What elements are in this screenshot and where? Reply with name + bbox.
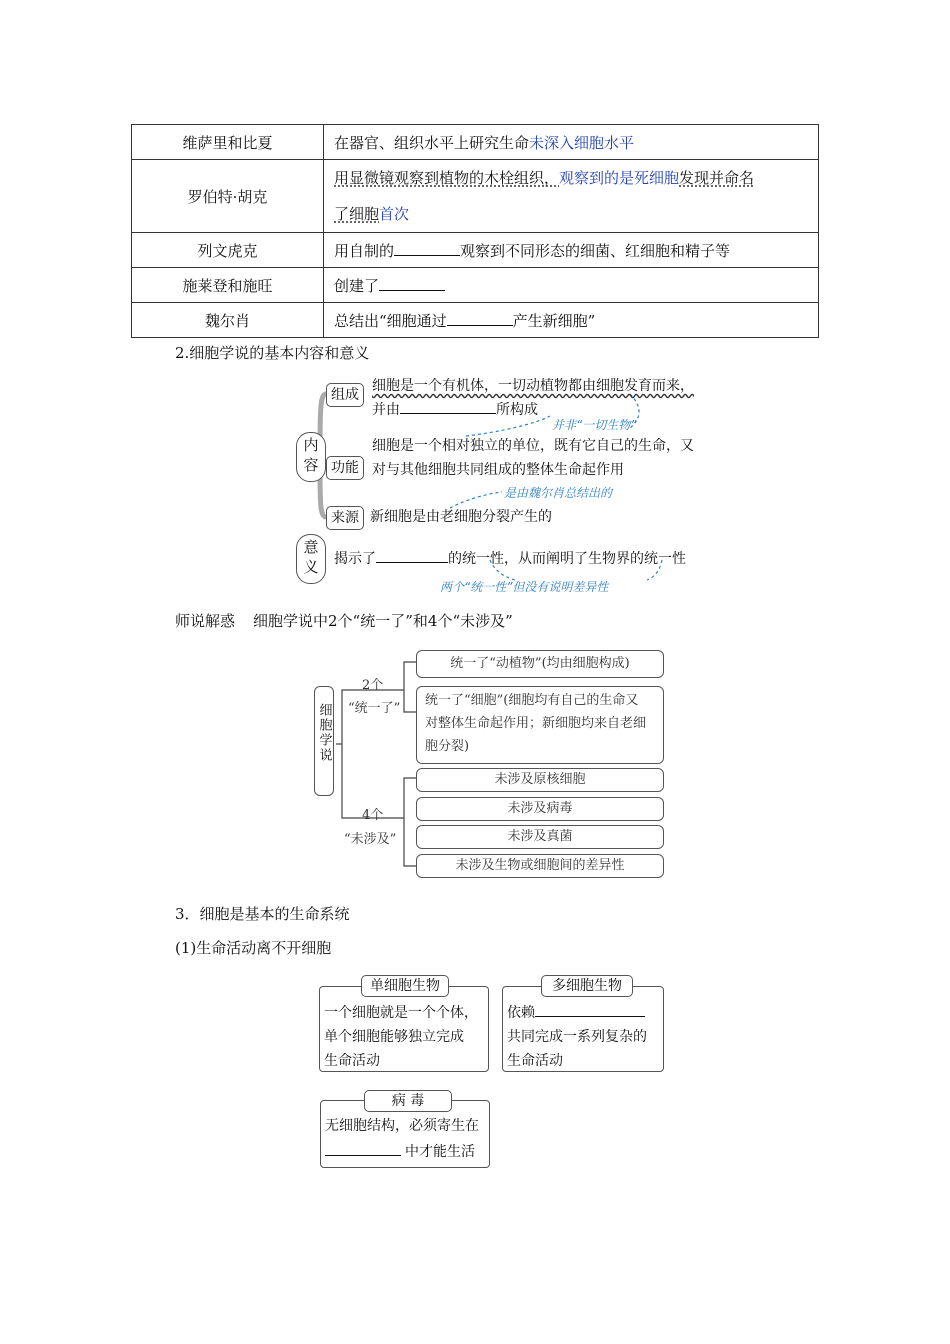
fill-blank[interactable] (535, 1002, 645, 1017)
branch-count: 4个 (362, 808, 384, 823)
not-covered-item: 未涉及原核细胞 (416, 768, 664, 792)
cell-theory-content-diagram (290, 372, 710, 598)
composition-line-2: 并由 所构成 (372, 399, 538, 420)
handwritten-note: 并非“一切生物” (552, 418, 637, 432)
composition-line-1: 细胞是一个有机体，一切动植物都由细胞发育而来， (372, 378, 694, 394)
unicellular-box (319, 986, 489, 1072)
unicellular-text: 一个细胞就是一个个体， 单个细胞能够独立完成 生命活动 (324, 1005, 478, 1069)
fill-blank[interactable] (400, 399, 496, 414)
contribution: 用显微镜观察到植物的木栓组织，观察到的是死细胞发现并命名 了细胞首次 (324, 160, 819, 233)
unified-item: 统一了“动植物”(均由细胞构成) (416, 650, 664, 678)
teacher-note: 师说解惑 细胞学说中2个“统一了”和4个“未涉及” (175, 612, 513, 630)
multicellular-text: 依赖 共同完成一系列复杂的 生命活动 (507, 1001, 647, 1073)
subsection-heading: (1)生命活动离不开细胞 (175, 939, 332, 957)
virus-title: 病 毒 (364, 1090, 452, 1112)
scientist-name: 罗伯特·胡克 (132, 160, 324, 233)
scientist-name: 维萨里和比夏 (132, 125, 324, 160)
handwritten-note: 两个“统一性”但没有说明差异性 (440, 580, 609, 594)
unicellular-title: 单细胞生物 (361, 975, 449, 997)
scientist-name: 施莱登和施旺 (132, 268, 324, 303)
function-tag: 功能 (326, 456, 364, 480)
branch-count: 2个 (362, 678, 384, 693)
unified-item: 统一了“细胞”(细胞均有自己的生命又 对整体生命起作用；新细胞均来自老细 胞分裂) (416, 686, 664, 764)
fill-blank[interactable] (394, 241, 460, 256)
contribution: 总结出“细胞通过 产生新细胞” (324, 303, 819, 338)
branch-label: “统一了” (348, 701, 401, 716)
content-node: 内 容 (296, 432, 326, 482)
not-covered-item: 未涉及真菌 (416, 825, 664, 849)
scientists-table (131, 124, 819, 338)
scientist-name: 列文虎克 (132, 233, 324, 268)
scientist-name: 魏尔肖 (132, 303, 324, 338)
multicellular-title: 多细胞生物 (541, 975, 633, 997)
virus-text: 无细胞结构，必须寄生在 中才能生活 (325, 1118, 479, 1160)
origin-text: 新细胞是由老细胞分裂产生的 (370, 509, 552, 525)
significance-text: 揭示了 的统一性，从而阐明了生物界的统一性 (334, 548, 686, 569)
fill-blank[interactable] (379, 276, 445, 291)
function-line-2: 对与其他细胞共同组成的整体生命起作用 (372, 462, 624, 478)
fill-blank[interactable] (447, 311, 513, 326)
contribution: 创建了 (324, 268, 819, 303)
cell-theory-root: 细胞学说 (314, 686, 334, 796)
table-row (132, 233, 819, 268)
significance-node: 意 义 (296, 534, 326, 584)
fill-blank[interactable] (325, 1141, 401, 1156)
fill-blank[interactable] (376, 548, 448, 563)
not-covered-item: 未涉及生物或细胞间的差异性 (416, 854, 664, 878)
contribution: 在器官、组织水平上研究生命未深入细胞水平 (324, 125, 819, 160)
cell-theory-summary-tree (312, 646, 672, 884)
composition-tag: 组成 (326, 383, 364, 407)
branch-label: “未涉及” (344, 832, 397, 847)
handwritten-note: 是由魏尔肖总结出的 (504, 486, 613, 500)
origin-tag: 来源 (326, 506, 364, 530)
not-covered-item: 未涉及病毒 (416, 797, 664, 821)
function-line-1: 细胞是一个相对独立的单位，既有它自己的生命，又 (372, 438, 694, 454)
contribution: 用自制的 观察到不同形态的细菌、红细胞和精子等 (324, 233, 819, 268)
table-row (132, 160, 819, 233)
section-heading: 2.细胞学说的基本内容和意义 (175, 344, 370, 362)
table-row (132, 268, 819, 303)
table-row (132, 303, 819, 338)
section-heading: 3．细胞是基本的生命系统 (175, 905, 350, 923)
multicellular-box (502, 986, 664, 1072)
table-row (132, 125, 819, 160)
